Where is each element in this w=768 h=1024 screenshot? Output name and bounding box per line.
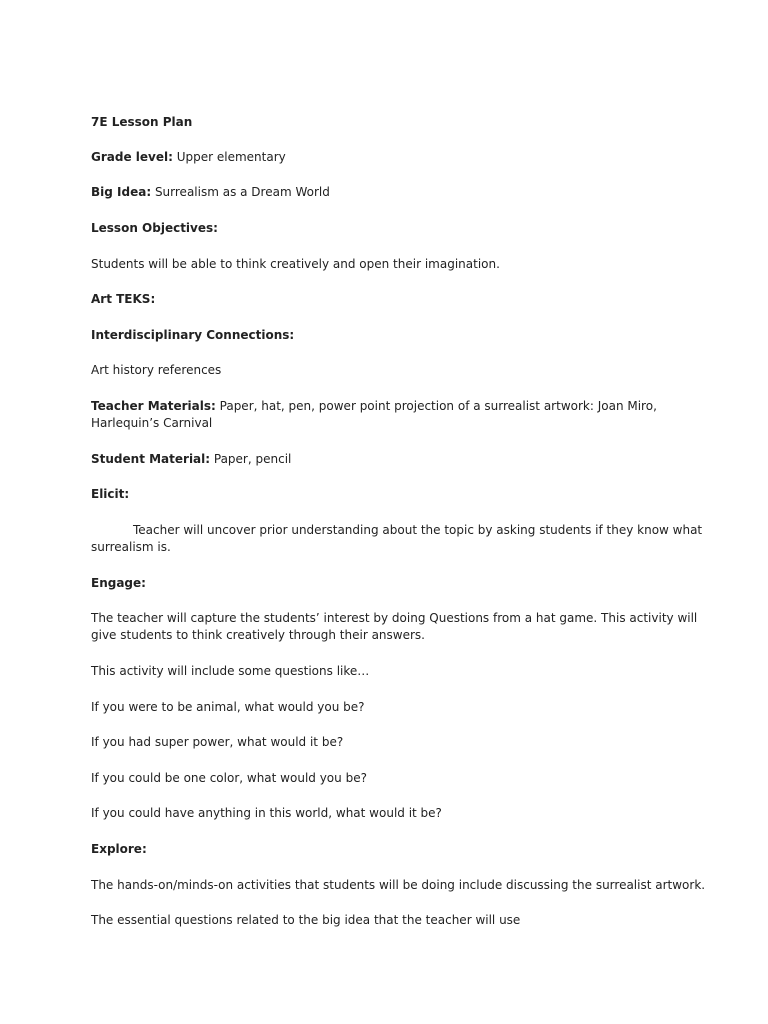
- grade-level-value: Upper elementary: [172, 150, 286, 164]
- engage-heading: Engage:: [91, 576, 146, 590]
- art-teks-heading: Art TEKS:: [91, 292, 156, 306]
- interdisciplinary-heading: Interdisciplinary Connections:: [91, 328, 295, 342]
- interdisciplinary-text: Art history references: [91, 363, 222, 377]
- big-idea-line: [91, 184, 691, 201]
- teacher-materials-value: Paper, hat, pen, power point projection of a surrealist artwork: Joan Miro,: [215, 399, 657, 413]
- student-material-value: Paper, pencil: [210, 452, 292, 466]
- student-material-line: [91, 451, 691, 468]
- big-idea-label: Big Idea:: [91, 185, 152, 199]
- teacher-materials-line1: [91, 398, 691, 415]
- question-item: If you could be one color, what would you be?: [91, 771, 367, 785]
- question-item: If you had super power, what would it be?: [91, 735, 344, 749]
- student-material-label: Student Material:: [91, 452, 211, 466]
- activity-intro: This activity will include some questions like…: [91, 664, 370, 678]
- question-item: If you were to be animal, what would you be?: [91, 700, 365, 714]
- essential-questions-text: The essential questions related to the big idea that the teacher will use: [91, 913, 521, 927]
- teacher-materials-label: Teacher Materials:: [91, 399, 216, 413]
- explore-heading: Explore:: [91, 842, 147, 856]
- objective-text: Students will be able to think creatively and open their imagination.: [91, 257, 500, 271]
- question-item: If you could have anything in this world, what would it be?: [91, 806, 442, 820]
- engage-text-line1: The teacher will capture the students’ interest by doing Questions from a hat game. This activity will: [91, 611, 698, 625]
- elicit-text-line2: surrealism is.: [91, 540, 171, 554]
- teacher-materials-line2: Harlequin’s Carnival: [91, 416, 213, 430]
- grade-level-line: [91, 149, 691, 166]
- explore-text: The hands-on/minds-on activities that students will be doing include discussing the surrealist artwork.: [91, 878, 706, 892]
- document-title: 7E Lesson Plan: [91, 115, 193, 129]
- grade-level-label: Grade level:: [91, 150, 173, 164]
- big-idea-value: Surrealism as a Dream World: [151, 185, 330, 199]
- engage-text-line2: give students to think creatively through their answers.: [91, 628, 425, 642]
- objectives-heading: Lesson Objectives:: [91, 221, 218, 235]
- elicit-heading: Elicit:: [91, 487, 130, 501]
- elicit-text-line1: Teacher will uncover prior understanding about the topic by asking students if they know what: [133, 523, 703, 537]
